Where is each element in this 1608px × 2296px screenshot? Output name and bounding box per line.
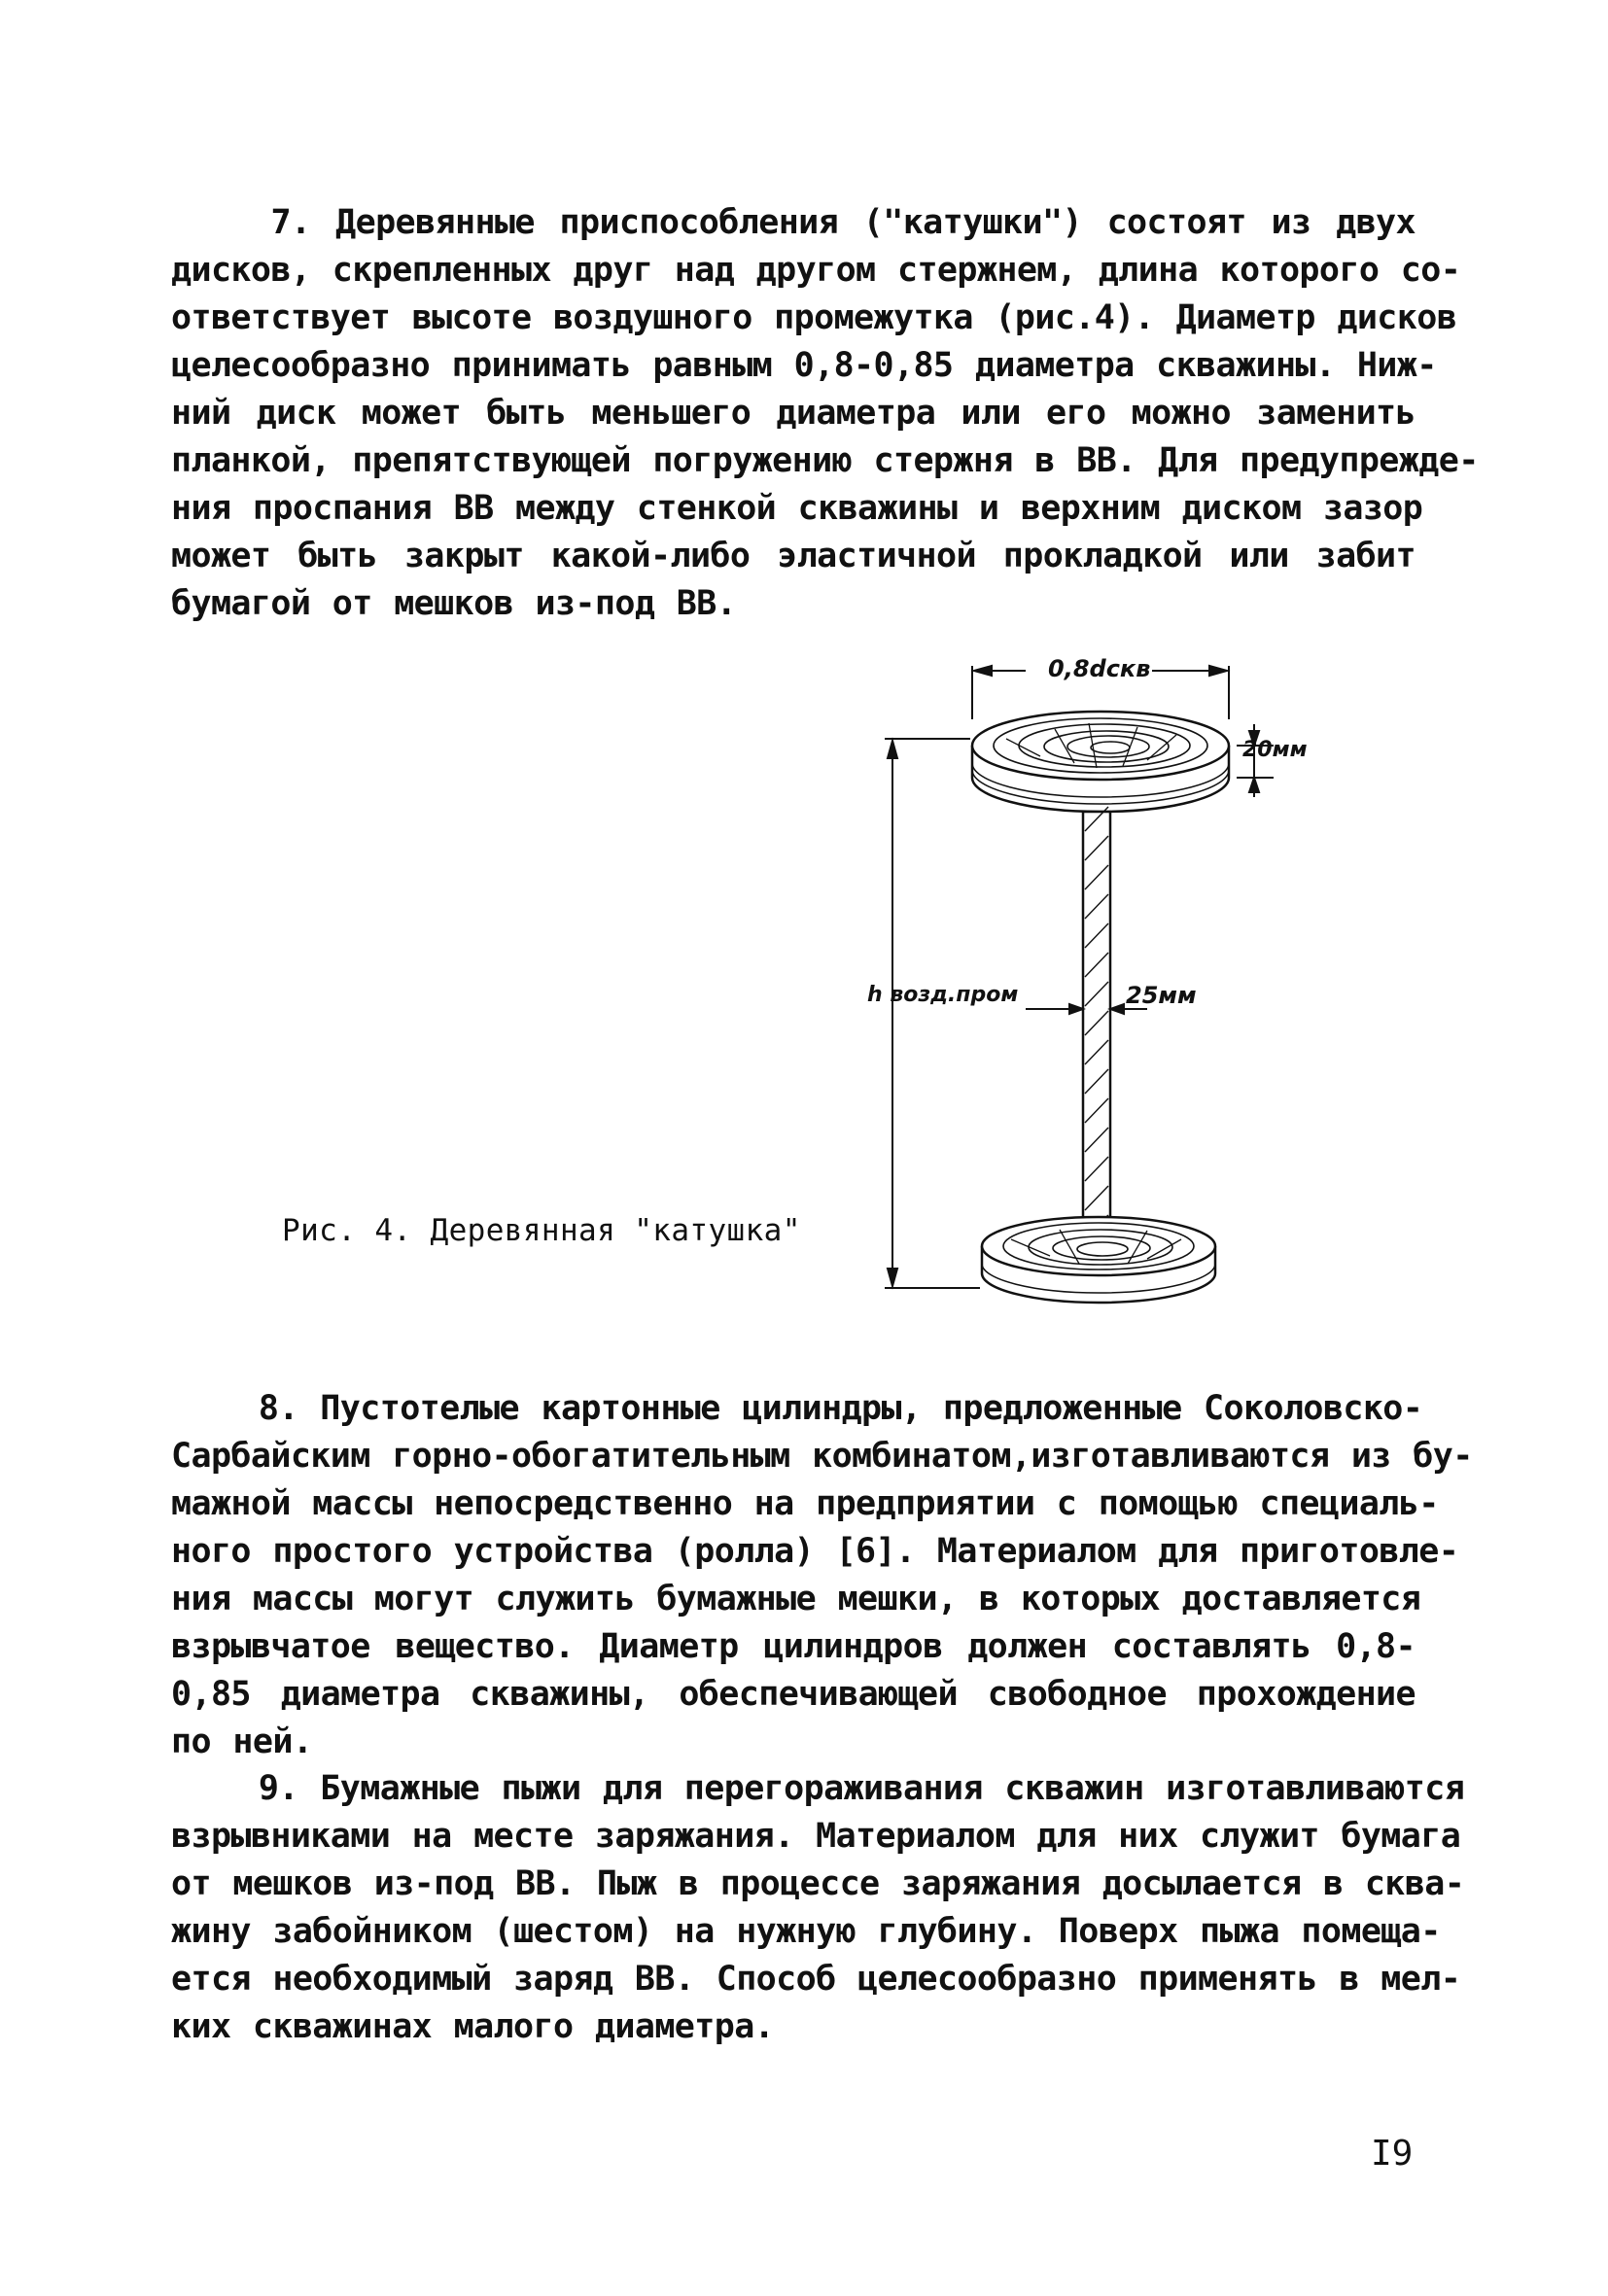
text-line: ответствует высоте воздушного промежутка (рис.4). Диаметр дисков <box>171 298 1457 337</box>
paragraph-7 <box>171 199 1479 628</box>
paragraph-8 <box>171 1385 1473 1766</box>
text-line: мажной массы непосредственно на предприятии с помощью специаль- <box>171 1484 1439 1523</box>
label-rod-diameter: 25мм <box>1126 982 1197 1009</box>
rod <box>1083 807 1110 1239</box>
text-line: по ней. <box>171 1722 313 1761</box>
text-line: 7. Деревянные приспособления ("катушки") состоят из двух <box>171 203 1416 242</box>
figure-wooden-spool <box>856 642 1322 1322</box>
text-line: Сарбайским горно-обогатительным комбинатом,изготавливаются из бу- <box>171 1437 1473 1476</box>
top-disk <box>972 712 1229 812</box>
text-line: 9. Бумажные пыжи для перегораживания скважин изготавливаются <box>171 1769 1465 1808</box>
page-number: I9 <box>1371 2134 1414 2174</box>
text-line: от мешков из-под ВВ. Пыж в процессе заряжания досылается в сква- <box>171 1864 1465 1903</box>
paragraph-9 <box>171 1765 1465 2051</box>
text-line: ний диск может быть меньшего диаметра или его можно заменить <box>171 394 1416 433</box>
text-line: бумагой от мешков из-под ВВ. <box>171 584 737 623</box>
text-line: ких скважинах малого диаметра. <box>171 2007 775 2046</box>
text-line: 8. Пустотелые картонные цилиндры, предложенные Соколовско- <box>171 1389 1423 1428</box>
text-line: 0,85 диаметра скважины, обеспечивающей свободное прохождение <box>171 1675 1416 1714</box>
text-line: может быть закрыт какой-либо эластичной прокладкой или забит <box>171 537 1416 575</box>
label-gap-height: h возд.пром <box>867 983 1019 1007</box>
text-line: планкой, препятствующей погружению стержня в ВВ. Для предупрежде- <box>171 441 1479 480</box>
text-line: взрывниками на месте заряжания. Материалом для них служит бумага <box>171 1817 1461 1856</box>
label-disk-diameter: 0,8dскв <box>1048 655 1151 682</box>
text-line: ется необходимый заряд ВВ. Способ целесообразно применять в мел- <box>171 1960 1461 1999</box>
dimension-gap-height <box>885 739 980 1288</box>
text-line: ного простого устройства (ролла) [6]. Материалом для приготовле- <box>171 1532 1459 1571</box>
text-line: целесообразно принимать равным 0,8-0,85 диаметра скважины. Ниж- <box>171 346 1437 385</box>
text-line: жину забойником (шестом) на нужную глубину. Поверх пыжа помеща- <box>171 1912 1441 1951</box>
text-line: дисков, скрепленных друг над другом стержнем, длина которого со- <box>171 251 1461 290</box>
text-line: ния проспания ВВ между стенкой скважины и верхним диском зазор <box>171 489 1423 528</box>
figure-caption: Рис. 4. Деревянная "катушка" <box>282 1213 801 1248</box>
text-line: ния массы могут служить бумажные мешки, в которых доставляется <box>171 1580 1421 1618</box>
bottom-disk <box>982 1217 1215 1303</box>
label-disk-thickness: 20мм <box>1242 738 1308 762</box>
text-line: взрывчатое вещество. Диаметр цилиндров должен составлять 0,8- <box>171 1627 1416 1666</box>
